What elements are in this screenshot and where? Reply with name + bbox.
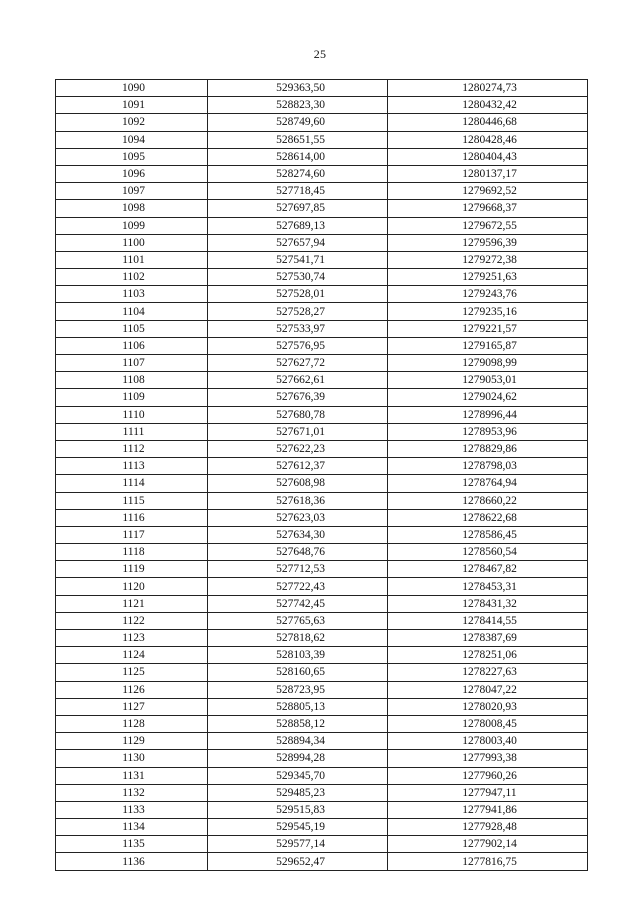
x-coordinate-cell: 527627,72 — [208, 355, 388, 372]
point-number-cell: 1136 — [56, 853, 208, 870]
table-row — [56, 131, 588, 148]
y-coordinate-cell: 1280432,42 — [388, 97, 588, 114]
point-number-cell: 1111 — [56, 423, 208, 440]
table-row — [56, 784, 588, 801]
y-coordinate-cell: 1279251,63 — [388, 269, 588, 286]
table-row — [56, 698, 588, 715]
table-row — [56, 630, 588, 647]
point-number-cell: 1094 — [56, 131, 208, 148]
table-row — [56, 165, 588, 182]
x-coordinate-cell: 527618,36 — [208, 492, 388, 509]
y-coordinate-cell: 1279596,39 — [388, 234, 588, 251]
table-row — [56, 801, 588, 818]
y-coordinate-cell: 1278586,45 — [388, 526, 588, 543]
point-number-cell: 1113 — [56, 458, 208, 475]
point-number-cell: 1118 — [56, 544, 208, 561]
y-coordinate-cell: 1280446,68 — [388, 114, 588, 131]
point-number-cell: 1092 — [56, 114, 208, 131]
y-coordinate-cell: 1278829,86 — [388, 440, 588, 457]
y-coordinate-cell: 1277902,14 — [388, 836, 588, 853]
y-coordinate-cell: 1279165,87 — [388, 337, 588, 354]
point-number-cell: 1099 — [56, 217, 208, 234]
point-number-cell: 1119 — [56, 561, 208, 578]
x-coordinate-cell: 527634,30 — [208, 526, 388, 543]
y-coordinate-cell: 1278047,22 — [388, 681, 588, 698]
x-coordinate-cell: 528823,30 — [208, 97, 388, 114]
point-number-cell: 1134 — [56, 819, 208, 836]
y-coordinate-cell: 1278003,40 — [388, 733, 588, 750]
x-coordinate-cell: 527742,45 — [208, 595, 388, 612]
table-row — [56, 578, 588, 595]
table-row — [56, 475, 588, 492]
point-number-cell: 1095 — [56, 148, 208, 165]
x-coordinate-cell: 528723,95 — [208, 681, 388, 698]
x-coordinate-cell: 527530,74 — [208, 269, 388, 286]
table-row — [56, 355, 588, 372]
y-coordinate-cell: 1278251,06 — [388, 647, 588, 664]
table-row — [56, 337, 588, 354]
x-coordinate-cell: 527576,95 — [208, 337, 388, 354]
point-number-cell: 1115 — [56, 492, 208, 509]
x-coordinate-cell: 528651,55 — [208, 131, 388, 148]
x-coordinate-cell: 527608,98 — [208, 475, 388, 492]
x-coordinate-cell: 529345,70 — [208, 767, 388, 784]
x-coordinate-cell: 529363,50 — [208, 80, 388, 97]
point-number-cell: 1098 — [56, 200, 208, 217]
x-coordinate-cell: 527528,01 — [208, 286, 388, 303]
x-coordinate-cell: 529577,14 — [208, 836, 388, 853]
table-row — [56, 286, 588, 303]
point-number-cell: 1123 — [56, 630, 208, 647]
x-coordinate-cell: 528614,00 — [208, 148, 388, 165]
x-coordinate-cell: 527662,61 — [208, 372, 388, 389]
x-coordinate-cell: 527680,78 — [208, 406, 388, 423]
x-coordinate-cell: 527622,23 — [208, 440, 388, 457]
y-coordinate-cell: 1278622,68 — [388, 509, 588, 526]
point-number-cell: 1096 — [56, 165, 208, 182]
table-row — [56, 251, 588, 268]
x-coordinate-cell: 528805,13 — [208, 698, 388, 715]
point-number-cell: 1121 — [56, 595, 208, 612]
point-number-cell: 1130 — [56, 750, 208, 767]
point-number-cell: 1108 — [56, 372, 208, 389]
table-row — [56, 114, 588, 131]
y-coordinate-cell: 1278008,45 — [388, 715, 588, 732]
table-row — [56, 97, 588, 114]
point-number-cell: 1135 — [56, 836, 208, 853]
point-number-cell: 1110 — [56, 406, 208, 423]
table-row — [56, 509, 588, 526]
x-coordinate-cell: 528274,60 — [208, 165, 388, 182]
point-number-cell: 1124 — [56, 647, 208, 664]
y-coordinate-cell: 1279098,99 — [388, 355, 588, 372]
page-number: 25 — [313, 47, 327, 61]
point-number-cell: 1132 — [56, 784, 208, 801]
y-coordinate-cell: 1278414,55 — [388, 612, 588, 629]
x-coordinate-cell: 529485,23 — [208, 784, 388, 801]
table-row — [56, 148, 588, 165]
y-coordinate-cell: 1278453,31 — [388, 578, 588, 595]
table-row — [56, 372, 588, 389]
point-number-cell: 1120 — [56, 578, 208, 595]
table-row — [56, 681, 588, 698]
table-row — [56, 80, 588, 97]
point-number-cell: 1106 — [56, 337, 208, 354]
table-row — [56, 647, 588, 664]
point-number-cell: 1117 — [56, 526, 208, 543]
table-row — [56, 217, 588, 234]
table-row — [56, 750, 588, 767]
table-row — [56, 715, 588, 732]
table-row — [56, 595, 588, 612]
point-number-cell: 1128 — [56, 715, 208, 732]
x-coordinate-cell: 529515,83 — [208, 801, 388, 818]
y-coordinate-cell: 1277993,38 — [388, 750, 588, 767]
x-coordinate-cell: 529545,19 — [208, 819, 388, 836]
point-number-cell: 1091 — [56, 97, 208, 114]
table-row — [56, 458, 588, 475]
point-number-cell: 1103 — [56, 286, 208, 303]
y-coordinate-cell: 1278996,44 — [388, 406, 588, 423]
x-coordinate-cell: 527612,37 — [208, 458, 388, 475]
point-number-cell: 1116 — [56, 509, 208, 526]
point-number-cell: 1131 — [56, 767, 208, 784]
table-row — [56, 853, 588, 870]
table-row — [56, 733, 588, 750]
x-coordinate-cell: 528894,34 — [208, 733, 388, 750]
table-row — [56, 200, 588, 217]
table-row — [56, 526, 588, 543]
table-row — [56, 544, 588, 561]
table-row — [56, 303, 588, 320]
point-number-cell: 1126 — [56, 681, 208, 698]
y-coordinate-cell: 1279668,37 — [388, 200, 588, 217]
y-coordinate-cell: 1278798,03 — [388, 458, 588, 475]
point-number-cell: 1104 — [56, 303, 208, 320]
point-number-cell: 1109 — [56, 389, 208, 406]
x-coordinate-cell: 527689,13 — [208, 217, 388, 234]
point-number-cell: 1100 — [56, 234, 208, 251]
y-coordinate-cell: 1280404,43 — [388, 148, 588, 165]
y-coordinate-cell: 1278431,32 — [388, 595, 588, 612]
point-number-cell: 1102 — [56, 269, 208, 286]
y-coordinate-cell: 1278953,96 — [388, 423, 588, 440]
point-number-cell: 1090 — [56, 80, 208, 97]
y-coordinate-cell: 1277816,75 — [388, 853, 588, 870]
y-coordinate-cell: 1279272,38 — [388, 251, 588, 268]
point-number-cell: 1097 — [56, 183, 208, 200]
y-coordinate-cell: 1279672,55 — [388, 217, 588, 234]
y-coordinate-cell: 1279692,52 — [388, 183, 588, 200]
x-coordinate-cell: 528160,65 — [208, 664, 388, 681]
table-row — [56, 561, 588, 578]
point-number-cell: 1127 — [56, 698, 208, 715]
x-coordinate-cell: 528749,60 — [208, 114, 388, 131]
x-coordinate-cell: 527712,53 — [208, 561, 388, 578]
point-number-cell: 1129 — [56, 733, 208, 750]
x-coordinate-cell: 527541,71 — [208, 251, 388, 268]
coordinates-table — [55, 79, 588, 871]
y-coordinate-cell: 1278560,54 — [388, 544, 588, 561]
table-row — [56, 767, 588, 784]
y-coordinate-cell: 1279235,16 — [388, 303, 588, 320]
x-coordinate-cell: 528994,28 — [208, 750, 388, 767]
x-coordinate-cell: 529652,47 — [208, 853, 388, 870]
coordinates-table-body — [56, 80, 588, 871]
table-row — [56, 612, 588, 629]
point-number-cell: 1125 — [56, 664, 208, 681]
y-coordinate-cell: 1277960,26 — [388, 767, 588, 784]
table-row — [56, 836, 588, 853]
x-coordinate-cell: 527671,01 — [208, 423, 388, 440]
x-coordinate-cell: 527648,76 — [208, 544, 388, 561]
point-number-cell: 1107 — [56, 355, 208, 372]
x-coordinate-cell: 527657,94 — [208, 234, 388, 251]
y-coordinate-cell: 1279243,76 — [388, 286, 588, 303]
point-number-cell: 1114 — [56, 475, 208, 492]
y-coordinate-cell: 1279221,57 — [388, 320, 588, 337]
y-coordinate-cell: 1279053,01 — [388, 372, 588, 389]
table-row — [56, 492, 588, 509]
x-coordinate-cell: 527765,63 — [208, 612, 388, 629]
y-coordinate-cell: 1278020,93 — [388, 698, 588, 715]
y-coordinate-cell: 1278387,69 — [388, 630, 588, 647]
x-coordinate-cell: 527697,85 — [208, 200, 388, 217]
table-row — [56, 440, 588, 457]
y-coordinate-cell: 1277947,11 — [388, 784, 588, 801]
x-coordinate-cell: 527818,62 — [208, 630, 388, 647]
y-coordinate-cell: 1280274,73 — [388, 80, 588, 97]
y-coordinate-cell: 1278227,63 — [388, 664, 588, 681]
point-number-cell: 1133 — [56, 801, 208, 818]
y-coordinate-cell: 1278764,94 — [388, 475, 588, 492]
y-coordinate-cell: 1280137,17 — [388, 165, 588, 182]
x-coordinate-cell: 527676,39 — [208, 389, 388, 406]
table-row — [56, 269, 588, 286]
y-coordinate-cell: 1277941,86 — [388, 801, 588, 818]
x-coordinate-cell: 527528,27 — [208, 303, 388, 320]
table-row — [56, 320, 588, 337]
point-number-cell: 1112 — [56, 440, 208, 457]
x-coordinate-cell: 528103,39 — [208, 647, 388, 664]
point-number-cell: 1122 — [56, 612, 208, 629]
y-coordinate-cell: 1277928,48 — [388, 819, 588, 836]
x-coordinate-cell: 527722,43 — [208, 578, 388, 595]
x-coordinate-cell: 527718,45 — [208, 183, 388, 200]
table-row — [56, 664, 588, 681]
point-number-cell: 1101 — [56, 251, 208, 268]
point-number-cell: 1105 — [56, 320, 208, 337]
y-coordinate-cell: 1278660,22 — [388, 492, 588, 509]
table-row — [56, 183, 588, 200]
table-row — [56, 234, 588, 251]
y-coordinate-cell: 1279024,62 — [388, 389, 588, 406]
table-row — [56, 406, 588, 423]
table-row — [56, 423, 588, 440]
x-coordinate-cell: 527623,03 — [208, 509, 388, 526]
table-row — [56, 819, 588, 836]
table-row — [56, 389, 588, 406]
x-coordinate-cell: 527533,97 — [208, 320, 388, 337]
y-coordinate-cell: 1278467,82 — [388, 561, 588, 578]
x-coordinate-cell: 528858,12 — [208, 715, 388, 732]
y-coordinate-cell: 1280428,46 — [388, 131, 588, 148]
